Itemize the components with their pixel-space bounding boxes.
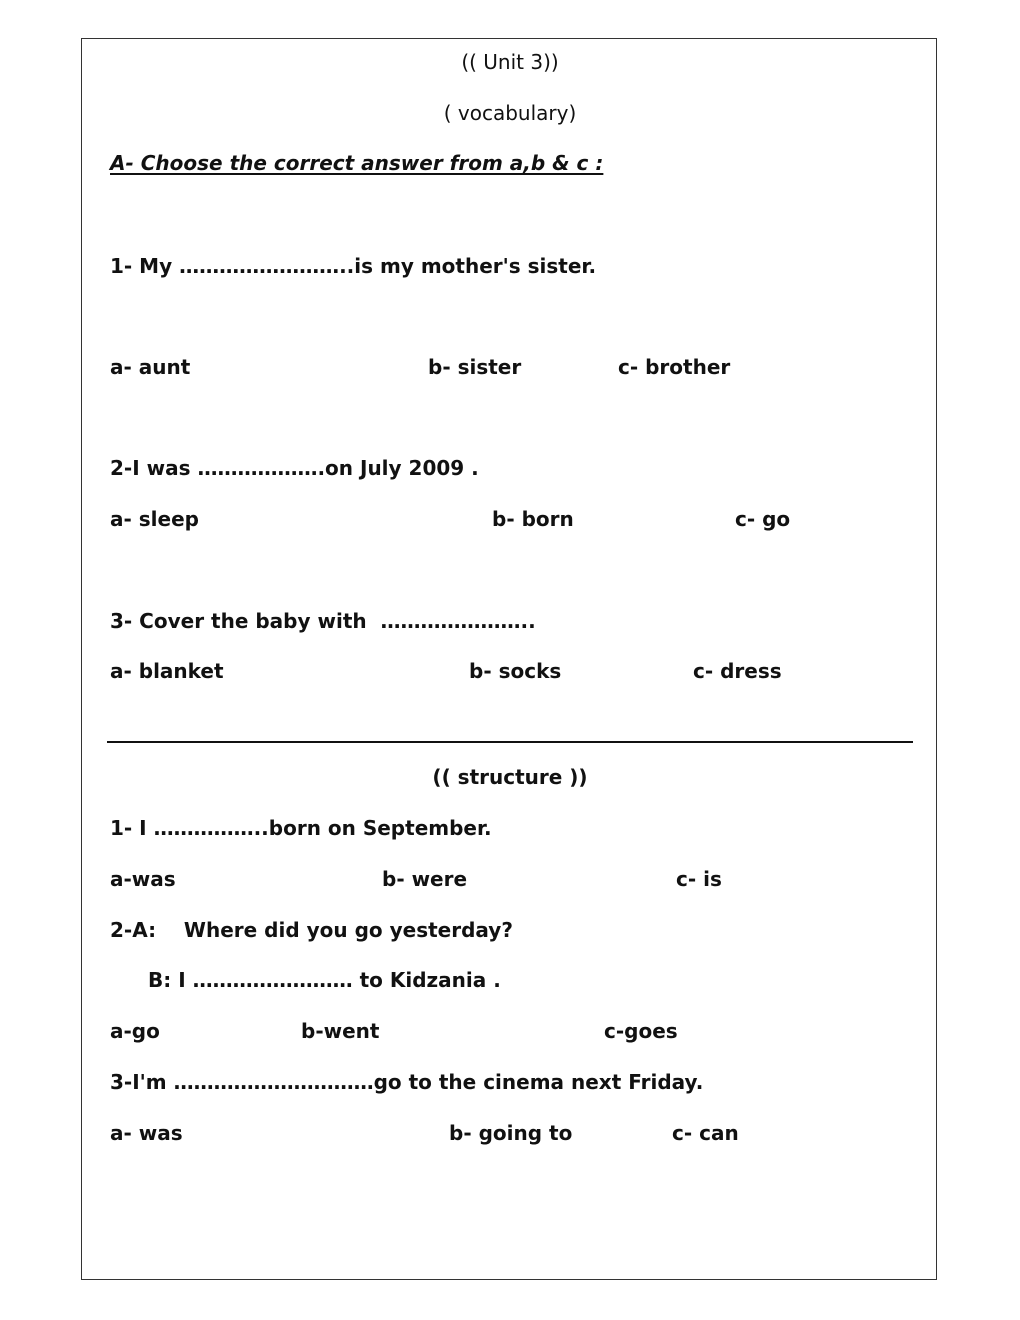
structure-q3-option-a: a- was bbox=[110, 1121, 183, 1145]
vocab-q3-option-a: a- blanket bbox=[110, 659, 224, 683]
structure-q1-option-b: b- were bbox=[382, 867, 468, 891]
structure-q1-option-c: c- is bbox=[676, 867, 722, 891]
structure-question-1: 1- I ……………..born on September. bbox=[110, 816, 492, 840]
vocab-q1-option-a: a- aunt bbox=[110, 355, 191, 379]
vocab-q3-option-b: b- socks bbox=[469, 659, 562, 683]
structure-heading: (( structure )) bbox=[432, 765, 588, 789]
structure-question-2-b: B: I …………………… to Kidzania . bbox=[148, 968, 501, 992]
vocab-q2-option-a: a- sleep bbox=[110, 507, 199, 531]
structure-q1-option-a: a-was bbox=[110, 867, 176, 891]
vocab-question-3: 3- Cover the baby with ………………….. bbox=[110, 609, 536, 633]
vocab-q3-option-c: c- dress bbox=[693, 659, 782, 683]
vocab-q1-option-b: b- sister bbox=[428, 355, 522, 379]
section-divider bbox=[107, 741, 913, 743]
structure-q3-option-c: c- can bbox=[672, 1121, 739, 1145]
structure-q3-option-b: b- going to bbox=[449, 1121, 573, 1145]
vocab-question-2: 2-I was ……………….on July 2009 . bbox=[110, 456, 479, 480]
instruction: A- Choose the correct answer from a,b & c : bbox=[110, 151, 604, 175]
vocab-q2-option-c: c- go bbox=[735, 507, 791, 531]
vocab-q2-option-b: b- born bbox=[492, 507, 574, 531]
unit-title: (( Unit 3)) bbox=[461, 50, 559, 74]
vocabulary-heading: ( vocabulary) bbox=[443, 101, 577, 125]
structure-q2-option-b: b-went bbox=[301, 1019, 380, 1043]
structure-question-2: 2-A: Where did you go yesterday? bbox=[110, 918, 513, 942]
structure-question-3: 3-I'm …………………………go to the cinema next Friday. bbox=[110, 1070, 704, 1094]
vocab-question-1: 1- My ……………………..is my mother's sister. bbox=[110, 254, 597, 278]
structure-q2-option-c: c-goes bbox=[604, 1019, 678, 1043]
structure-q2-option-a: a-go bbox=[110, 1019, 160, 1043]
vocab-q1-option-c: c- brother bbox=[618, 355, 731, 379]
